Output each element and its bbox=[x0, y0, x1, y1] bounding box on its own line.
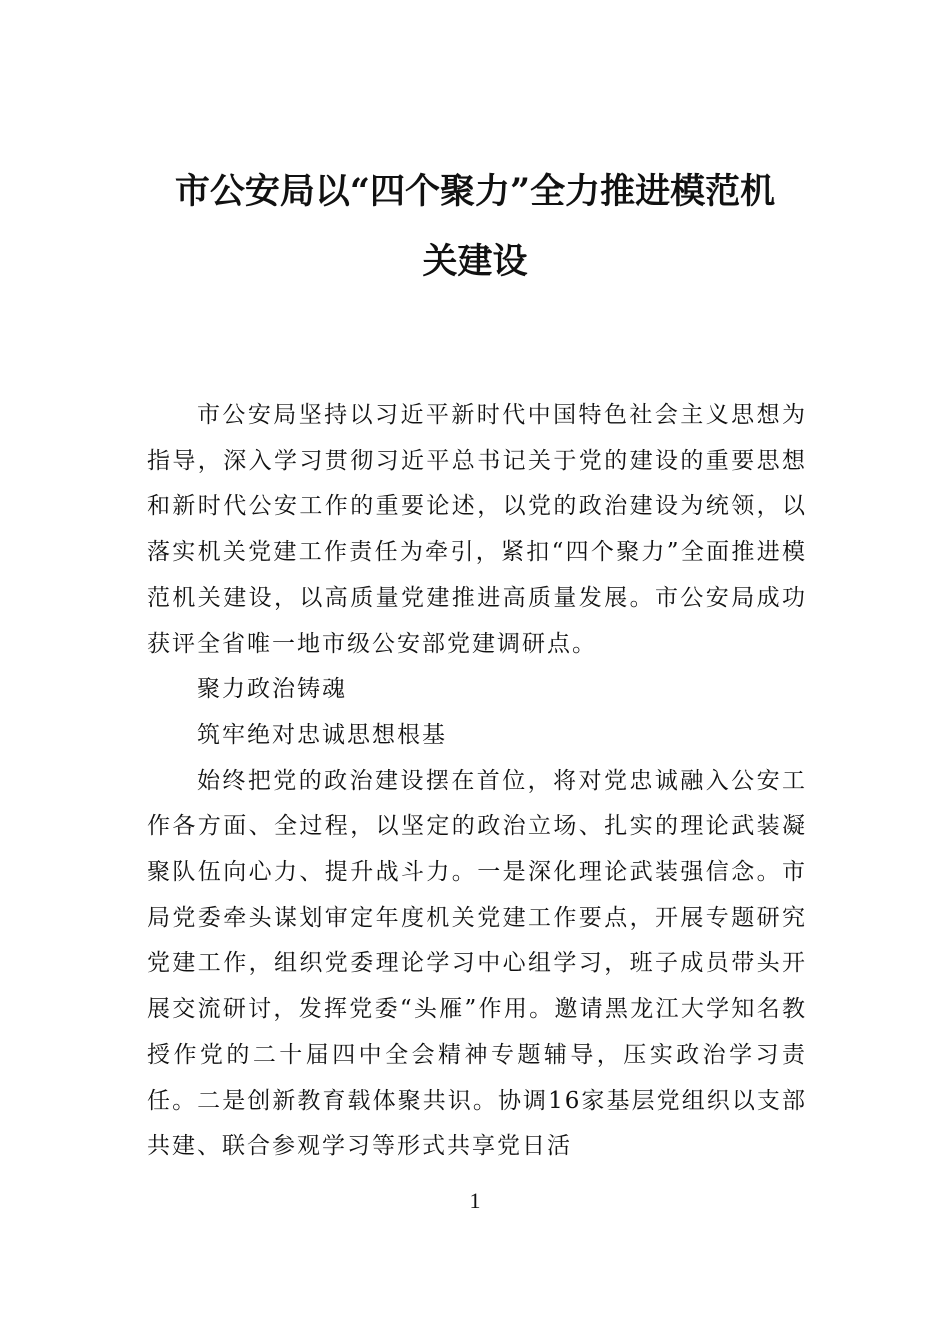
section-paragraph: 始终把党的政治建设摆在首位，将对党忠诚融入公安工作各方面、全过程，以坚定的政治立场、扎实的理论武装凝聚队伍向心力、提升战斗力。一是深化理论武装强信念。市局党委牵头谋划审定年度机关党建工作要点，开展专题研究党建工作，组织党委理论学习中心组学习，班子成员带头开展交流研讨，发挥党委“头雁”作用。邀请黑龙江大学知名教授作党的二十届四中全会精神专题辅导，压实政治学习责任。二是创新教育载体聚共识。协调16家基层党组织以支部共建、联合参观学习等形式共享党日活 bbox=[147, 767, 807, 1160]
document-body bbox=[147, 393, 807, 1170]
section-subheading: 筑牢绝对忠诚思想根基 bbox=[197, 721, 447, 748]
intro-paragraph: 市公安局坚持以习近平新时代中国特色社会主义思想为指导，深入学习贯彻习近平总书记关于党的建设的重要思想和新时代公安工作的重要论述，以党的政治建设为统领，以落实机关党建工作责任为牵引，紧扣“四个聚力”全面推进模范机关建设，以高质量党建推进高质量发展。市公安局成功获评全省唯一地市级公安部党建调研点。 bbox=[147, 402, 807, 657]
document-title-line-2: 关建设 bbox=[422, 241, 528, 282]
document-title-line-1: 市公安局以“四个聚力”全力推进模范机 bbox=[174, 171, 776, 212]
section-heading: 聚力政治铸魂 bbox=[197, 676, 347, 703]
page-number: 1 bbox=[469, 1188, 481, 1213]
